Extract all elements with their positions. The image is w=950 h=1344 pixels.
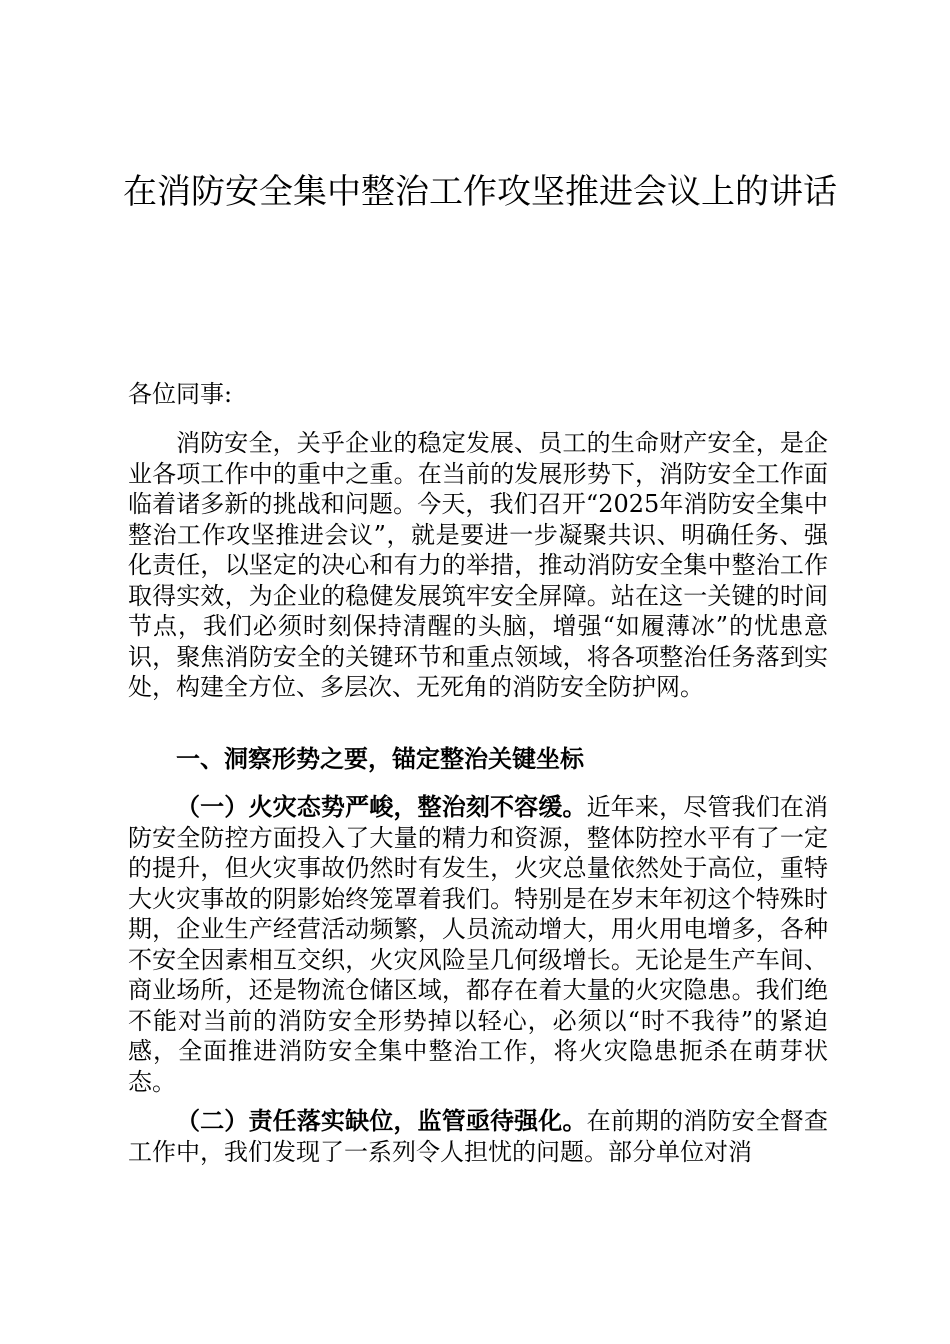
- subsection-lead-2: （二）责任落实缺位，监管亟待强化。: [176, 1106, 587, 1135]
- subsection-body-2: 在前期的消防安全督查工作中，我们发现了一系列令人担忧的问题。部分单位对消: [128, 1107, 829, 1166]
- opening-paragraph: 消防安全，关乎企业的稳定发展、员工的生命财产安全，是企业各项工作中的重中之重。在当前的发展形势下，消防安全工作面临着诸多新的挑战和问题。今天，我们召开“2025年消防安全集中整治工作攻坚推进会议”，就是要进一步凝聚共识、明确任务、强化责任，以坚定的决心和有力的举措，推动消防安全集中整治工作取得实效，为企业的稳健发展筑牢安全屏障。站在这一关键的时间节点，我们必须时刻保持清醒的头脑，增强“如履薄冰”的忧患意识，聚焦消防安全的关键环节和重点领域，将各项整治任务落到实处，构建全方位、多层次、无死角的消防安全防护网。: [128, 429, 828, 701]
- subsection-paragraph-1: [128, 792, 828, 1097]
- subsection-lead-1: （一）火灾态势严峻，整治刻不容缓。: [176, 792, 587, 821]
- subsection-body-1: 近年来，尽管我们在消防安全防控方面投入了大量的精力和资源，整体防控水平有了一定的提升，但火灾事故仍然时有发生，火灾总量依然处于高位，重特大火灾事故的阴影始终笼罩着我们。特别是在岁末年初这个特殊时期，企业生产经营活动频繁，人员流动增大，用火用电增多，各种不安全因素相互交织，火灾风险呈几何级增长。无论是生产车间、商业场所，还是物流仓储区域，都存在着大量的火灾隐患。我们绝不能对当前的消防安全形势掉以轻心，必须以“时不我待”的紧迫感，全面推进消防安全集中整治工作，将火灾隐患扼杀在萌芽状态。: [128, 793, 829, 1096]
- section-heading-1: 一、洞察形势之要，锚定整治关键坐标: [176, 744, 584, 773]
- subsection-paragraph-2: [128, 1106, 828, 1167]
- salutation: 各位同事:: [128, 380, 233, 408]
- document-title: 在消防安全集中整治工作攻坚推进会议上的讲话: [123, 172, 837, 212]
